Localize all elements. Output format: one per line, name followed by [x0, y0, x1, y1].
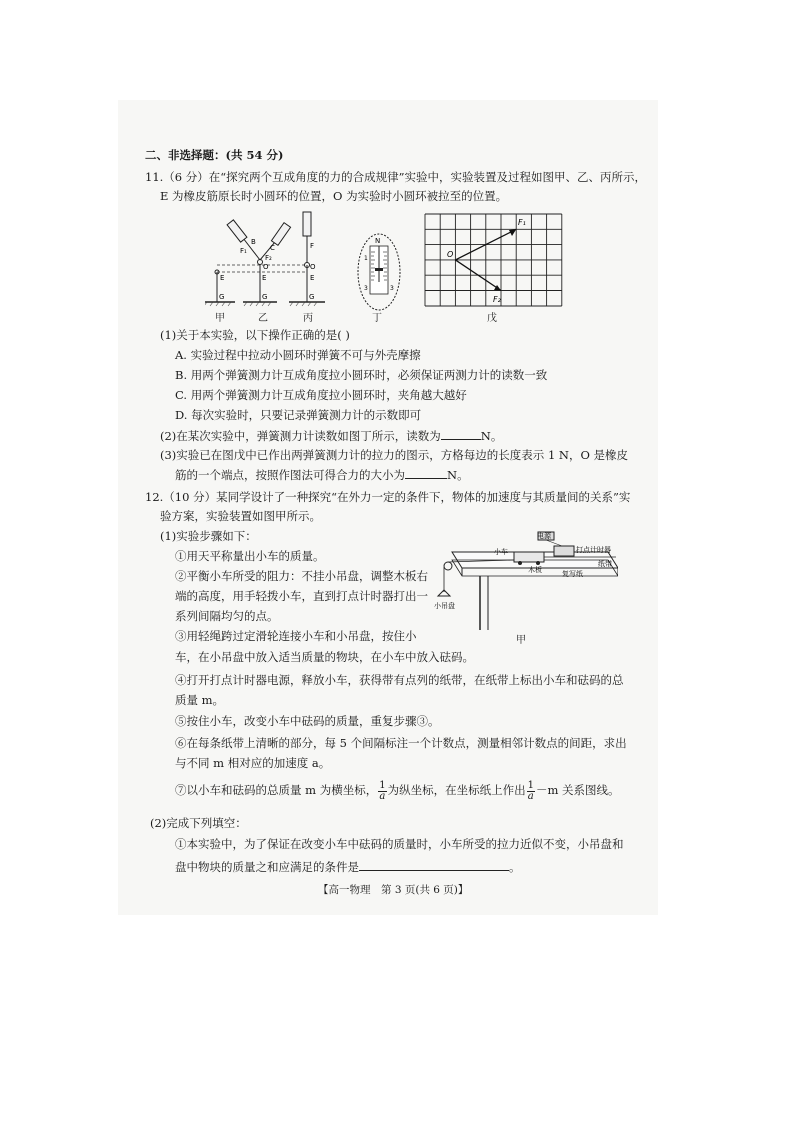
q11-sub2-unit: N。	[480, 429, 503, 443]
q12-stem-line2: 验方案，实验装置如图甲所示。	[160, 509, 321, 523]
scale-mark-3-right: 3	[390, 285, 394, 292]
fraction-1-over-a: $\frac{1}{a}$	[379, 779, 386, 802]
q11-stem-line2: E 为橡皮筋原长时小圆环的位置，O 为实验时小圆环被拉至的位置。	[160, 189, 508, 203]
scale-mark-1: 1	[364, 255, 368, 262]
label-power: 电源	[537, 532, 551, 540]
q11-sub2	[160, 427, 502, 444]
q11-option-a: A. 实验过程中拉动小圆环时弹簧不可与外壳摩擦	[175, 348, 421, 362]
mark-E-jia: E	[220, 274, 225, 282]
figure-ding-spring-scale	[356, 232, 402, 312]
label-car: 小车	[494, 548, 508, 556]
mark-G-yi: G	[262, 293, 268, 301]
label-timer: 打点计时器	[576, 546, 611, 554]
q11-sub2-text: (2)在某次实验中，弹簧测力计读数如图丁所示，读数为	[160, 429, 441, 443]
q11-sub1: (1)关于本实验，以下操作正确的是( )	[160, 328, 350, 342]
q12-step7	[175, 778, 620, 802]
mark-E-bing: E	[310, 274, 315, 282]
mark-C: C	[270, 244, 275, 252]
q12-fill1-text: 盘中物块的质量之和应满足的条件是	[175, 860, 359, 874]
figure-wu-force-grid	[423, 212, 563, 308]
q12-step3-line1: ③用轻绳跨过定滑轮连接小车和小吊盘，按住小	[175, 629, 417, 643]
q11-sub3-blank[interactable]	[405, 466, 447, 479]
mark-B: B	[251, 238, 256, 246]
caption-jia: 甲	[215, 313, 225, 324]
q12-step1: ①用天平称量出小车的质量。	[175, 549, 325, 563]
q11-option-d: D. 每次实验时，只要记录弹簧测力计的示数即可	[175, 408, 422, 422]
label-pan: 小吊盘	[434, 602, 455, 610]
q12-step5: ⑤按住小车，改变小车中砝码的质量，重复步骤③。	[175, 714, 440, 728]
mark-F2: F₂	[265, 254, 272, 262]
scale-mark-3-left: 3	[364, 285, 368, 292]
q12-step6-line1: ⑥在每条纸带上清晰的部分，每 5 个间隔标注一个计数点，测量相邻计数点的间距，求出	[175, 736, 627, 750]
q11-stem-line1: 11.（6 分）在“探究两个互成角度的力的合成规律”实验中，实验装置及过程如图甲、乙、丙所示，	[145, 170, 647, 184]
caption-q12-jia: 甲	[516, 635, 526, 646]
q11-sub3-line2	[175, 466, 469, 483]
figure-jia-yi-bing	[205, 208, 335, 316]
page-footer: 【高一物理 第 3 页(共 6 页)】	[318, 884, 469, 896]
q12-fill1-line1: ①本实验中，为了保证在改变小车中砝码的质量时，小车所受的拉力近似不变，小吊盘和	[175, 837, 624, 851]
mark-O-wu: O	[447, 250, 454, 259]
q12-fill1-end: 。	[509, 860, 521, 874]
q12-stem-line1: 12.（10 分）某同学设计了一种探究“在外力一定的条件下，物体的加速度与其质量间的关系”实	[145, 490, 631, 504]
q12-step7-b: 为纵坐标，在坐标纸上作出	[387, 783, 526, 797]
mark-O-bing: O	[310, 263, 316, 271]
q12-fill1-line2	[175, 858, 521, 875]
q12-step7-c: －m 关系图线。	[535, 783, 620, 797]
figure-q12-apparatus	[432, 530, 618, 630]
q11-option-c: C. 用两个弹簧测力计互成角度拉小圆环时，夹角越大越好	[175, 388, 467, 402]
mark-F: F	[310, 242, 315, 250]
q12-step2-line2: 端的高度，用手轻拨小车，直到打点计时器打出一	[175, 589, 428, 603]
caption-ding: 丁	[372, 313, 382, 324]
q11-sub3-line1: (3)实验已在图戊中已作出两弹簧测力计的拉力的图示，方格每边的长度表示 1 N，O 是橡皮	[160, 448, 629, 462]
mark-N: N	[375, 237, 381, 245]
q11-sub2-blank[interactable]	[441, 427, 481, 440]
label-carbon: 复写纸	[562, 570, 583, 578]
mark-O-yi: O	[263, 263, 269, 271]
q12-step2-line1: ②平衡小车所受的阻力：不挂小吊盘，调整木板右	[175, 569, 428, 583]
caption-bing: 丙	[303, 313, 313, 324]
q12-step4-line2: 质量 m。	[175, 693, 225, 707]
mark-G-jia: G	[219, 293, 225, 301]
mark-G-bing: G	[309, 293, 315, 301]
q11-option-b: B. 用两个弹簧测力计互成角度拉小圆环时，必须保证两测力计的读数一致	[175, 368, 548, 382]
q12-step4-line1: ④打开打点计时器电源，释放小车，获得带有点列的纸带，在纸带上标出小车和砝码的总	[175, 673, 624, 687]
caption-wu: 戊	[487, 313, 497, 324]
label-board: 木板	[528, 566, 542, 574]
q12-step3-line2: 车，在小吊盘中放入适当质量的物块，在小车中放入砝码。	[175, 650, 474, 664]
caption-yi: 乙	[258, 313, 268, 324]
label-tape: 纸带	[598, 560, 612, 568]
q12-step2-line3: 系列间隔均匀的点。	[175, 609, 279, 623]
q12-fill1-blank[interactable]	[359, 858, 509, 871]
mark-F1: F₁	[240, 247, 247, 255]
fraction-1-over-a-2: $\frac{1}{a}$	[527, 779, 534, 802]
q12-step7-a: ⑦以小车和砝码的总质量 m 为横坐标，	[175, 783, 378, 797]
mark-F1-wu: F₁	[518, 218, 526, 227]
q12-sub1: (1)实验步骤如下：	[160, 529, 257, 543]
q12-sub2: (2)完成下列填空：	[150, 816, 247, 830]
q11-sub3-unit: N。	[447, 468, 469, 482]
q11-sub3-text: 筋的一个端点，按照作图法可得合力的大小为	[175, 468, 405, 482]
q12-step6-line2: 与不同 m 相对应的加速度 a。	[175, 756, 331, 770]
mark-F2-wu: F₂	[493, 295, 501, 304]
section-title: 二、非选择题：(共 54 分)	[145, 148, 284, 162]
mark-E-yi: E	[262, 274, 267, 282]
